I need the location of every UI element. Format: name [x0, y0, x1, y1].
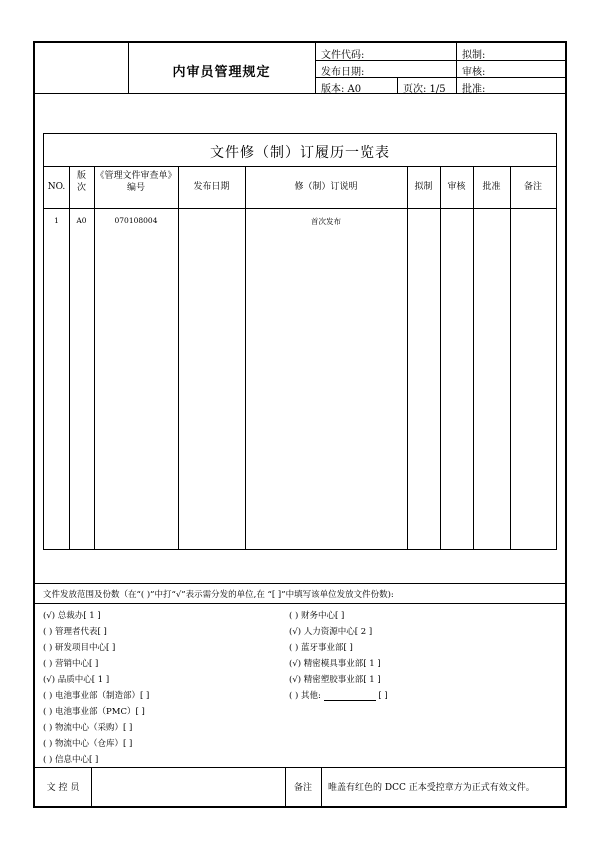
distribution-item: ( ) 研发项目中心[ ]: [43, 643, 116, 653]
version-label: 版本: A0: [321, 84, 362, 95]
distribution-item: ( ) 财务中心[ ]: [289, 611, 345, 621]
col-divider: [473, 166, 474, 549]
header-bottom-border: [35, 93, 565, 94]
col-header-reviewed: 审核: [447, 182, 466, 192]
page-number-label: 页次: 1/5: [403, 84, 446, 95]
distribution-item: (√) 品质中心[ 1 ]: [43, 675, 110, 685]
col-header-release-date: 发布日期: [193, 182, 230, 192]
revision-header-border: [44, 208, 556, 209]
other-count: [ ]: [378, 691, 388, 701]
drafted-label: 拟制:: [462, 50, 486, 61]
release-date-label: 发布日期:: [321, 67, 365, 78]
col-header-review-form: 《管理文件审查单》 编号: [95, 171, 177, 193]
col-divider: [407, 166, 408, 549]
distribution-item: ( ) 营销中心[ ]: [43, 659, 99, 669]
distribution-intro-border: [35, 603, 565, 604]
revision-table-title: 文件修（制）订履历一览表: [210, 145, 390, 161]
header-divider-mid: [315, 43, 316, 93]
footer-top-border: [35, 767, 565, 768]
distribution-item: ( ) 物流中心（采购）[ ]: [43, 723, 133, 733]
col-header-approved: 批准: [482, 182, 501, 192]
footer-divider: [321, 767, 322, 806]
col-divider: [510, 166, 511, 549]
distribution-item: ( ) 电池事业部（PMC）[ ]: [43, 707, 145, 717]
approved-label: 批准:: [462, 84, 486, 95]
distribution-item: ( ) 信息中心[ ]: [43, 755, 99, 765]
revision-table: [43, 133, 557, 550]
header-divider-right: [456, 43, 457, 93]
col-divider: [178, 166, 179, 549]
distribution-item: ( ) 蓝牙事业部[ ]: [289, 643, 353, 653]
col-divider: [440, 166, 441, 549]
footer-divider: [91, 767, 92, 806]
revision-title-border: [44, 166, 556, 167]
remark-label: 备注: [293, 783, 312, 793]
distribution-item: (√) 人力资源中心[ 2 ]: [289, 627, 373, 637]
row-review-form-number: 070108004: [114, 216, 158, 225]
distribution-item: ( ) 管理者代表[ ]: [43, 627, 107, 637]
reviewed-label: 审核:: [462, 67, 486, 78]
col-header-version: 版 次: [76, 171, 86, 193]
col-header-remark: 备注: [523, 182, 542, 192]
distribution-item: ( ) 物流中心（仓库）[ ]: [43, 739, 133, 749]
distribution-item: (√) 精密模具事业部[ 1 ]: [289, 659, 381, 669]
row-version: A0: [76, 216, 87, 225]
distribution-top-border: [35, 583, 565, 584]
row-no: 1: [54, 216, 59, 225]
document-title: 内审员管理规定: [172, 65, 271, 80]
document-page: [33, 41, 567, 808]
distribution-intro: 文件发放范围及份数（在“( )”中打“√”表示需分发的单位,在 “[ ]”中填写该单位发放文件份数):: [43, 590, 394, 600]
distribution-item: (√) 精密塑胶事业部[ 1 ]: [289, 675, 381, 685]
col-header-no: NO.: [47, 182, 66, 192]
remark-text: 唯盖有红色的 DCC 正本受控章方为正式有效文件。: [328, 783, 535, 793]
doc-code-label: 文件代码:: [321, 50, 365, 61]
other-label: ( ) 其他:: [289, 691, 321, 701]
other-blank-field[interactable]: [324, 691, 376, 701]
col-header-drafted: 拟制: [414, 182, 433, 192]
col-header-description: 修（制）订说明: [294, 182, 358, 192]
row-description: 首次发布: [311, 217, 341, 226]
header-divider-version: [397, 77, 398, 93]
distribution-item: ( ) 电池事业部（制造部）[ ]: [43, 691, 150, 701]
controller-label: 文 控 员: [46, 783, 80, 793]
distribution-item-other: [289, 689, 388, 701]
distribution-item: (√) 总裁办[ 1 ]: [43, 611, 101, 621]
